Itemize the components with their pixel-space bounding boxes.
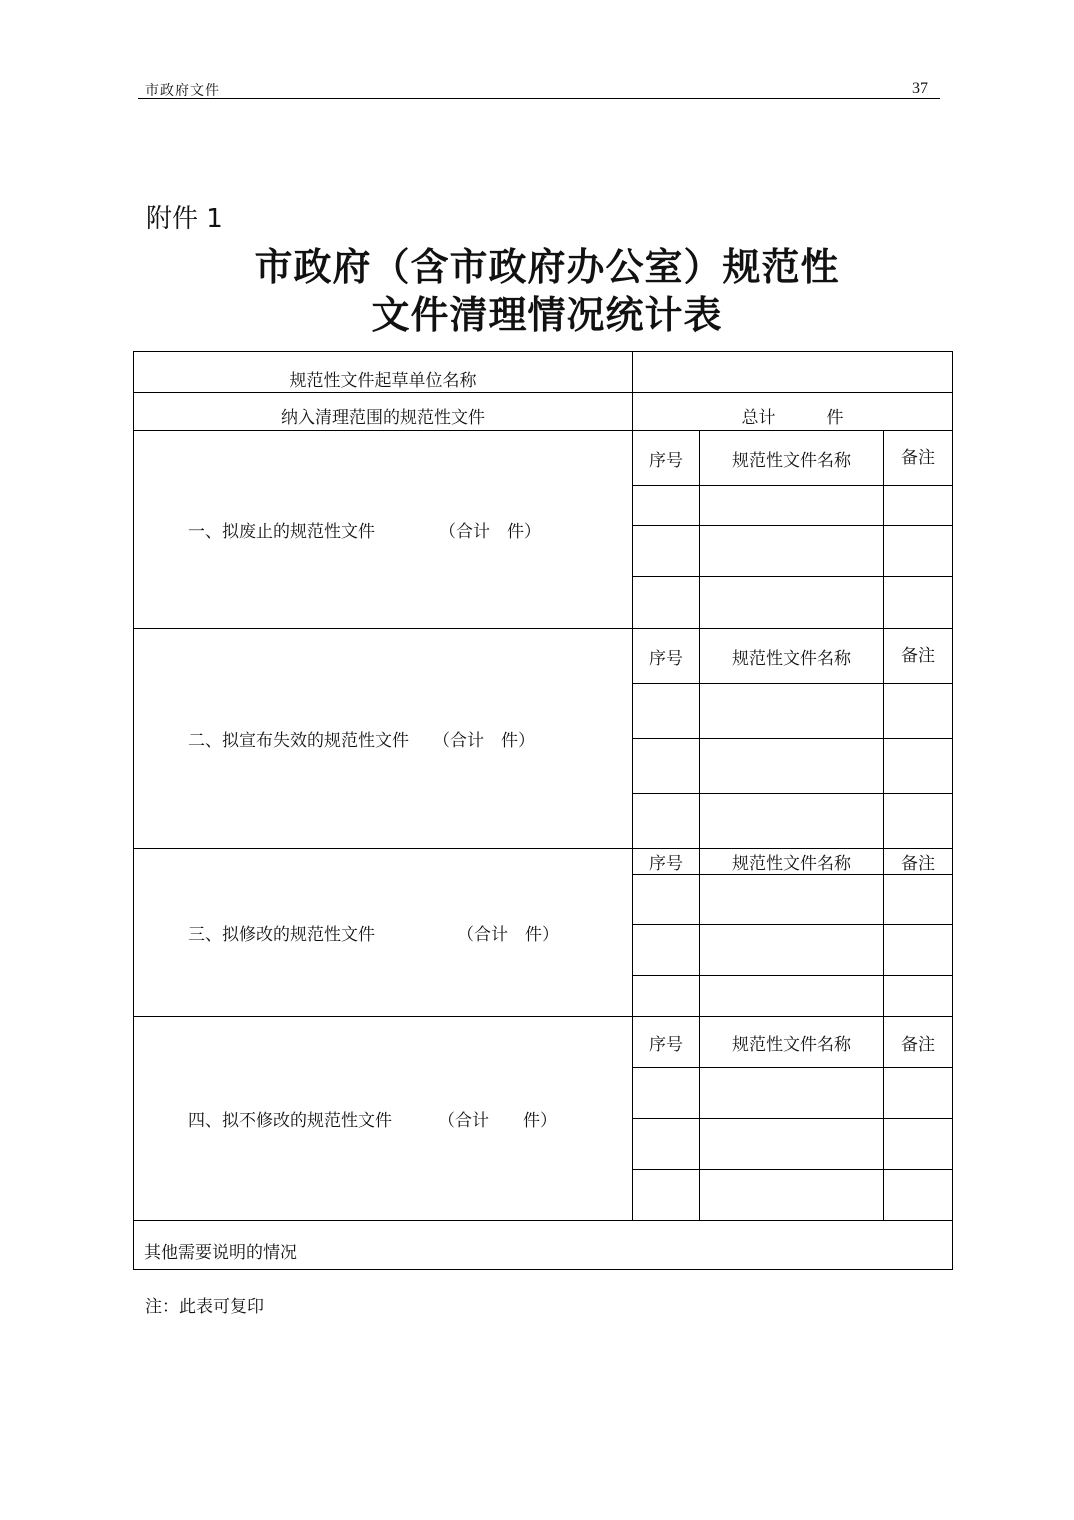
blank-cell xyxy=(700,1170,884,1221)
cat4-seq-header: 序号 xyxy=(633,1017,700,1068)
blank-cell xyxy=(700,976,884,1017)
blank-cell xyxy=(700,794,884,849)
cat2-label: 二、拟宣布失效的规范性文件 xyxy=(188,731,409,751)
scope-label: 纳入清理范围的规范性文件 xyxy=(134,393,633,431)
cat1-count: （合计 件） xyxy=(439,522,541,542)
cat3-count: （合计 件） xyxy=(457,925,559,945)
blank-cell xyxy=(700,526,884,577)
footnote: 注：此表可复印 xyxy=(145,1297,264,1317)
cat3-name-header: 规范性文件名称 xyxy=(700,849,884,875)
header-rule xyxy=(138,98,940,99)
blank-cell xyxy=(884,1170,953,1221)
blank-cell xyxy=(884,1068,953,1119)
cat4-remark-header: 备注 xyxy=(884,1017,953,1068)
blank-cell xyxy=(700,684,884,739)
cat2-remark-header: 备注 xyxy=(884,629,953,684)
statistics-table xyxy=(133,351,953,1270)
unit-value-cell xyxy=(633,352,953,393)
blank-cell xyxy=(633,1119,700,1170)
blank-cell xyxy=(633,684,700,739)
cat1-name-header: 规范性文件名称 xyxy=(700,431,884,486)
blank-cell xyxy=(884,976,953,1017)
blank-cell xyxy=(700,739,884,794)
blank-cell xyxy=(884,794,953,849)
blank-cell xyxy=(700,875,884,925)
cat2-cell xyxy=(134,629,633,849)
cat3-seq-header: 序号 xyxy=(633,849,700,875)
other-row xyxy=(134,1221,953,1270)
blank-cell xyxy=(633,925,700,976)
blank-cell xyxy=(884,684,953,739)
scope-row xyxy=(134,393,953,431)
blank-cell xyxy=(633,875,700,925)
cat4-header-row xyxy=(134,1017,953,1068)
page-number: 37 xyxy=(912,80,928,97)
cat3-header-row xyxy=(134,849,953,875)
blank-cell xyxy=(633,1170,700,1221)
cat4-cell xyxy=(134,1017,633,1221)
cat1-seq-header: 序号 xyxy=(633,431,700,486)
blank-cell xyxy=(633,739,700,794)
unit-row xyxy=(134,352,953,393)
blank-cell xyxy=(700,577,884,629)
cat3-label: 三、拟修改的规范性文件 xyxy=(188,925,375,945)
blank-cell xyxy=(633,794,700,849)
blank-cell xyxy=(884,739,953,794)
blank-cell xyxy=(633,577,700,629)
cat1-cell xyxy=(134,431,633,629)
blank-cell xyxy=(884,526,953,577)
page-title-line2: 文件清理情况统计表 xyxy=(371,292,723,337)
unit-label: 规范性文件起草单位名称 xyxy=(134,352,633,393)
blank-cell xyxy=(884,1119,953,1170)
cat4-count: （合计 件） xyxy=(438,1111,557,1131)
cat1-label: 一、拟废止的规范性文件 xyxy=(188,522,375,542)
blank-cell xyxy=(884,875,953,925)
blank-cell xyxy=(700,486,884,526)
blank-cell xyxy=(884,577,953,629)
cat2-header-row xyxy=(134,629,953,684)
cat1-header-row xyxy=(134,431,953,486)
scope-total: 总计 件 xyxy=(633,393,953,431)
attachment-label: 附件 1 xyxy=(146,204,223,234)
blank-cell xyxy=(633,976,700,1017)
cat2-count: （合计 件） xyxy=(433,731,535,751)
page-title-line1: 市政府（含市政府办公室）规范性 xyxy=(254,244,840,289)
header-doc-label: 市政府文件 xyxy=(145,83,220,99)
blank-cell xyxy=(633,486,700,526)
blank-cell xyxy=(884,486,953,526)
cat2-name-header: 规范性文件名称 xyxy=(700,629,884,684)
cat3-remark-header: 备注 xyxy=(884,849,953,875)
blank-cell xyxy=(633,526,700,577)
other-label: 其他需要说明的情况 xyxy=(134,1221,953,1270)
blank-cell xyxy=(633,1068,700,1119)
cat4-name-header: 规范性文件名称 xyxy=(700,1017,884,1068)
blank-cell xyxy=(700,925,884,976)
cat3-cell xyxy=(134,849,633,1017)
cat1-remark-header: 备注 xyxy=(884,431,953,486)
cat4-label: 四、拟不修改的规范性文件 xyxy=(188,1111,392,1131)
blank-cell xyxy=(700,1119,884,1170)
blank-cell xyxy=(700,1068,884,1119)
cat2-seq-header: 序号 xyxy=(633,629,700,684)
blank-cell xyxy=(884,925,953,976)
